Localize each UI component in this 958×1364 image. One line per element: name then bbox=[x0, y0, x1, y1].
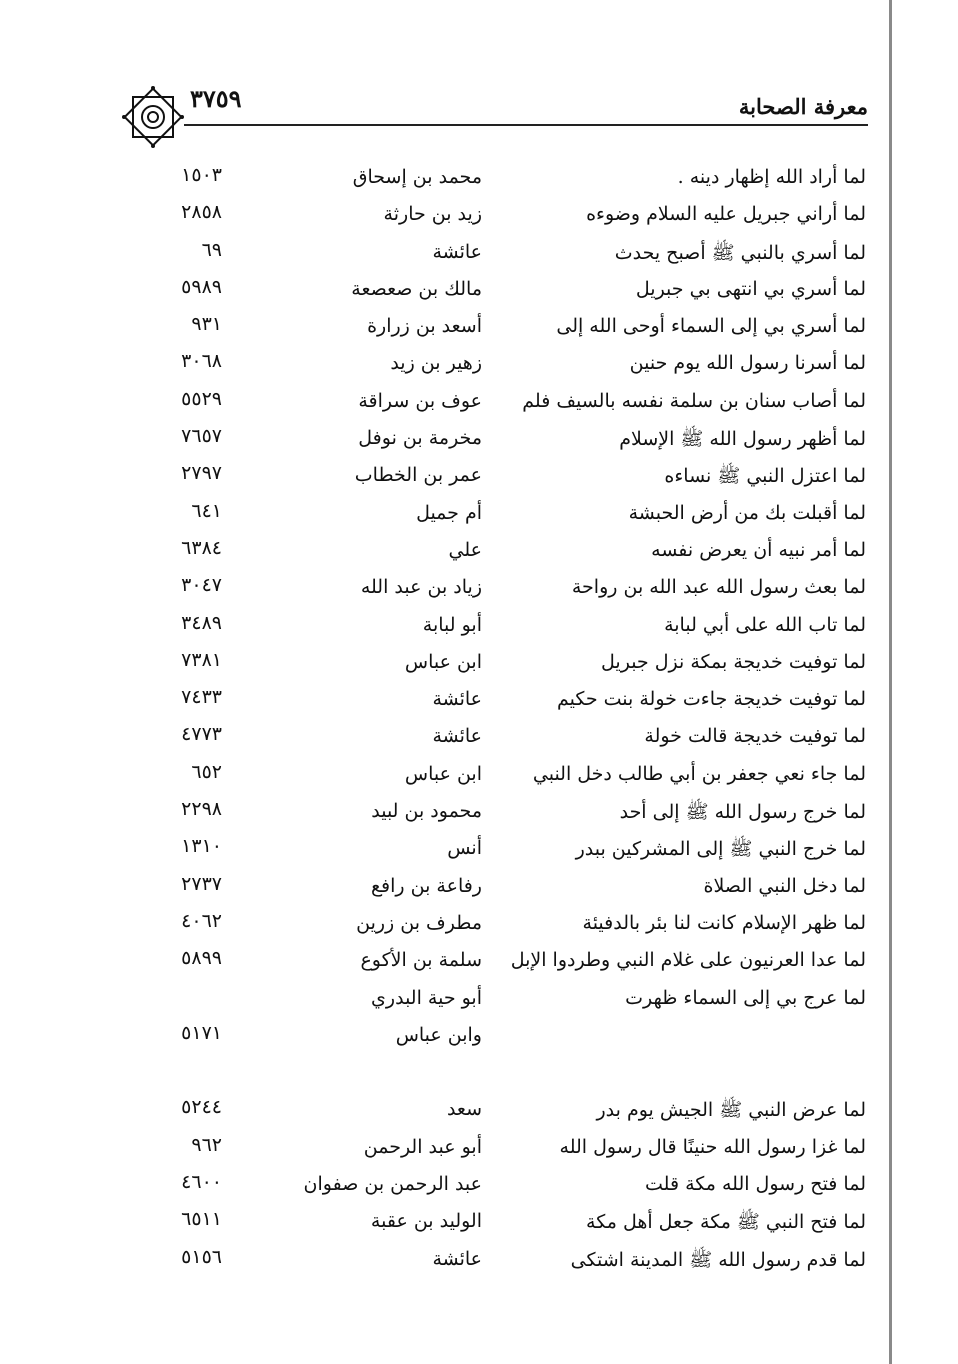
hadith-incipit: لما أقبلت بك من أرض الحبشة bbox=[628, 501, 866, 524]
narrator-name: الوليد بن عقبة bbox=[370, 1210, 482, 1233]
book-title: معرفة الصحابة bbox=[738, 94, 868, 119]
hadith-number: ٢٨٥٨ bbox=[181, 201, 222, 224]
narrator-name: عائشة bbox=[432, 688, 482, 711]
hadith-number: ٤٠٦٢ bbox=[181, 909, 222, 932]
index-entry-row bbox=[150, 307, 866, 344]
index-entry-row bbox=[150, 941, 866, 978]
hadith-incipit: لما فتح النبي ﷺ مكة جعل أهل مكة bbox=[586, 1211, 866, 1234]
page-edge-border bbox=[889, 0, 892, 1364]
narrator-name: أبو عبد الرحمن bbox=[363, 1135, 482, 1158]
hadith-number: ١٣١٠ bbox=[181, 835, 222, 858]
hadith-number: ٢٢٩٨ bbox=[181, 798, 222, 821]
hadith-incipit: لما أصاب سنان بن سلمة نفسه بالسيف فلم bbox=[522, 389, 866, 412]
hadith-number: ٦٤١ bbox=[191, 499, 222, 522]
narrator-name: محمود بن لبيد bbox=[371, 800, 482, 823]
narrator-name: وابن عباس bbox=[395, 1023, 482, 1046]
hadith-number: ٥٩٨٩ bbox=[181, 275, 222, 298]
octagram-ornament-icon bbox=[120, 84, 186, 150]
hadith-number: ٧٤٣٣ bbox=[181, 686, 222, 709]
page-number: ٣٧٥٩ bbox=[190, 84, 242, 113]
hadith-number: ٥٢٤٤ bbox=[181, 1096, 222, 1119]
hadith-number: ١٥٠٣ bbox=[181, 164, 222, 186]
narrator-name: أم جميل bbox=[416, 501, 482, 524]
hadith-incipit: لما اعتزل النبي ﷺ نساءه bbox=[664, 465, 866, 488]
hadith-number: ٩٦٢ bbox=[191, 1133, 222, 1156]
narrator-name: عمر بن الخطاب bbox=[354, 464, 482, 487]
page-header bbox=[120, 72, 868, 126]
index-entry-row bbox=[150, 195, 866, 232]
hadith-incipit: لما أراد الله إظهار دينه . bbox=[677, 166, 866, 188]
index-entry-row bbox=[150, 158, 866, 195]
hadith-number: ٣٠٦٨ bbox=[181, 350, 222, 373]
hadith-incipit: لما غزا رسول الله حنينًا قال رسول الله bbox=[559, 1135, 866, 1158]
hadith-number: ٦٣٨٤ bbox=[181, 536, 222, 559]
narrator-name: عائشة bbox=[432, 725, 482, 748]
hadith-incipit: لما عرض النبي ﷺ الجيش يوم بدر bbox=[596, 1099, 866, 1122]
hadith-number: ٣٠٤٧ bbox=[181, 574, 222, 597]
narrator-name: مطرف بن زرين bbox=[356, 911, 482, 934]
hadith-incipit: لما قدم رسول الله ﷺ المدينة اشتكى bbox=[570, 1248, 866, 1271]
index-entry-row bbox=[150, 1202, 866, 1239]
narrator-name: مالك بن صعصعة bbox=[351, 277, 482, 300]
narrator-name: ابن عباس bbox=[404, 650, 482, 673]
hadith-number: ٧٣٨١ bbox=[181, 648, 222, 671]
hadith-number: ٣٤٨٩ bbox=[181, 611, 222, 634]
hadith-incipit: لما أسري بالنبي ﷺ أصبح يحدث bbox=[614, 241, 866, 264]
narrator-name: سعد bbox=[446, 1098, 482, 1121]
index-entry-row bbox=[150, 344, 866, 381]
index-entry-row bbox=[150, 606, 866, 643]
index-entry-row bbox=[150, 419, 866, 456]
narrator-name: محمد بن إسحاق bbox=[352, 166, 482, 188]
hadith-incipit: لما أسري بي إلى السماء أوحى الله إلى bbox=[556, 315, 866, 338]
index-entry-row bbox=[150, 829, 866, 866]
hadith-number: ٥٥٢٩ bbox=[181, 387, 222, 410]
narrator-name: زيد بن حارثة bbox=[383, 203, 482, 226]
index-entry-row bbox=[150, 494, 866, 531]
index-entry-row bbox=[150, 904, 866, 941]
narrator-name: ابن عباس bbox=[404, 762, 482, 785]
narrator-name: أسعد بن زرارة bbox=[367, 315, 482, 338]
narrator-name: عائشة bbox=[432, 240, 482, 263]
index-entry-row bbox=[150, 568, 866, 605]
hadith-number: ٥١٧١ bbox=[181, 1021, 222, 1044]
index-entry-row bbox=[150, 233, 866, 270]
hadith-index-list bbox=[150, 158, 866, 1277]
hadith-incipit: لما توفيت خديجة جاءت خولة بنت حكيم bbox=[556, 688, 866, 711]
index-entry-row bbox=[150, 382, 866, 419]
hadith-number: ٩٣١ bbox=[191, 313, 222, 336]
index-entry-row bbox=[150, 1090, 866, 1127]
narrator-name: أبو لبابة bbox=[422, 613, 482, 636]
narrator-name: زياد بن عبد الله bbox=[360, 576, 482, 599]
narrator-name: سلمة بن الأكوع bbox=[360, 949, 482, 972]
index-entry-row bbox=[150, 531, 866, 568]
hadith-incipit: لما خرج النبي ﷺ إلى المشركين ببدر bbox=[575, 838, 866, 861]
hadith-number: ٦٥٢ bbox=[191, 760, 222, 783]
hadith-incipit: لما دخل النبي الصلاة bbox=[703, 874, 866, 897]
narrator-name: أبو حية البدري bbox=[371, 986, 482, 1009]
index-entry-row bbox=[150, 270, 866, 307]
index-entry-row bbox=[150, 755, 866, 792]
hadith-incipit: لما توفيت خديجة بمكة نزل جبريل bbox=[601, 650, 866, 673]
hadith-number: ٦٩ bbox=[201, 238, 222, 261]
hadith-number: ٦٥١١ bbox=[181, 1208, 222, 1231]
index-entry-row bbox=[150, 792, 866, 829]
hadith-incipit: لما أمر نبيه أن يعرض نفسه bbox=[651, 538, 866, 561]
hadith-number: ٤٧٧٣ bbox=[181, 723, 222, 746]
hadith-number: ٢٧٣٧ bbox=[181, 872, 222, 895]
narrator-name: أنس bbox=[447, 837, 482, 860]
header-rule bbox=[184, 124, 868, 126]
hadith-incipit: لما عرج بي إلى السماء ظهرت bbox=[625, 986, 866, 1009]
narrator-name: رفاعة بن رافع bbox=[370, 874, 482, 897]
narrator-name: عوف بن سراقة bbox=[358, 389, 482, 412]
hadith-incipit: لما أسري بي انتهى بي جبريل bbox=[635, 277, 866, 300]
index-entry-row bbox=[150, 867, 866, 904]
hadith-incipit: لما جاء نعي جعفر بن أبي طالب دخل النبي bbox=[532, 762, 866, 785]
hadith-number: ٤٦٠٠ bbox=[181, 1171, 222, 1194]
index-entry-row bbox=[150, 1240, 866, 1277]
index-entry-row bbox=[150, 979, 866, 1016]
hadith-incipit: لما أسرنا رسول الله يوم حنين bbox=[629, 352, 866, 375]
hadith-incipit: لما أراني جبريل عليه السلام وضوءه bbox=[586, 203, 866, 226]
index-entry-row bbox=[150, 1165, 866, 1202]
hadith-incipit: لما عدا العرنيون على غلام النبي وطردوا الإبل bbox=[510, 949, 866, 972]
index-entry-row bbox=[150, 643, 866, 680]
hadith-incipit: لما بعث رسول الله عبد الله بن رواحة bbox=[571, 576, 866, 599]
index-entry-row bbox=[150, 680, 866, 717]
index-entry-row bbox=[150, 456, 866, 493]
index-entry-row bbox=[150, 1053, 866, 1090]
hadith-number: ٢٧٩٧ bbox=[181, 462, 222, 485]
hadith-number: ٥١٥٦ bbox=[181, 1245, 222, 1268]
hadith-incipit: لما خرج رسول الله ﷺ إلى أحد bbox=[619, 801, 866, 824]
index-entry-row bbox=[150, 717, 866, 754]
narrator-name: زهير بن زيد bbox=[390, 352, 482, 375]
hadith-incipit: لما فتح رسول الله مكة قلت bbox=[645, 1173, 866, 1196]
hadith-incipit: لما ظهر الإسلام كانت لنا بئر بالدفيئة bbox=[582, 911, 866, 934]
index-entry-row bbox=[150, 1016, 866, 1053]
hadith-incipit: لما أظهر رسول الله ﷺ الإسلام bbox=[619, 428, 866, 451]
narrator-name: عائشة bbox=[432, 1247, 482, 1270]
hadith-number: ٥٨٩٩ bbox=[181, 947, 222, 970]
hadith-incipit: لما تاب الله على أبي لبابة bbox=[664, 613, 866, 636]
narrator-name: عبد الرحمن بن صفوان bbox=[303, 1173, 482, 1196]
hadith-number: ٧٦٥٧ bbox=[181, 425, 222, 448]
narrator-name: مخرمة بن نوفل bbox=[358, 427, 482, 450]
hadith-incipit: لما توفيت خديجة قالت خولة bbox=[644, 725, 866, 748]
narrator-name: علي bbox=[448, 538, 482, 561]
index-entry-row bbox=[150, 1128, 866, 1165]
